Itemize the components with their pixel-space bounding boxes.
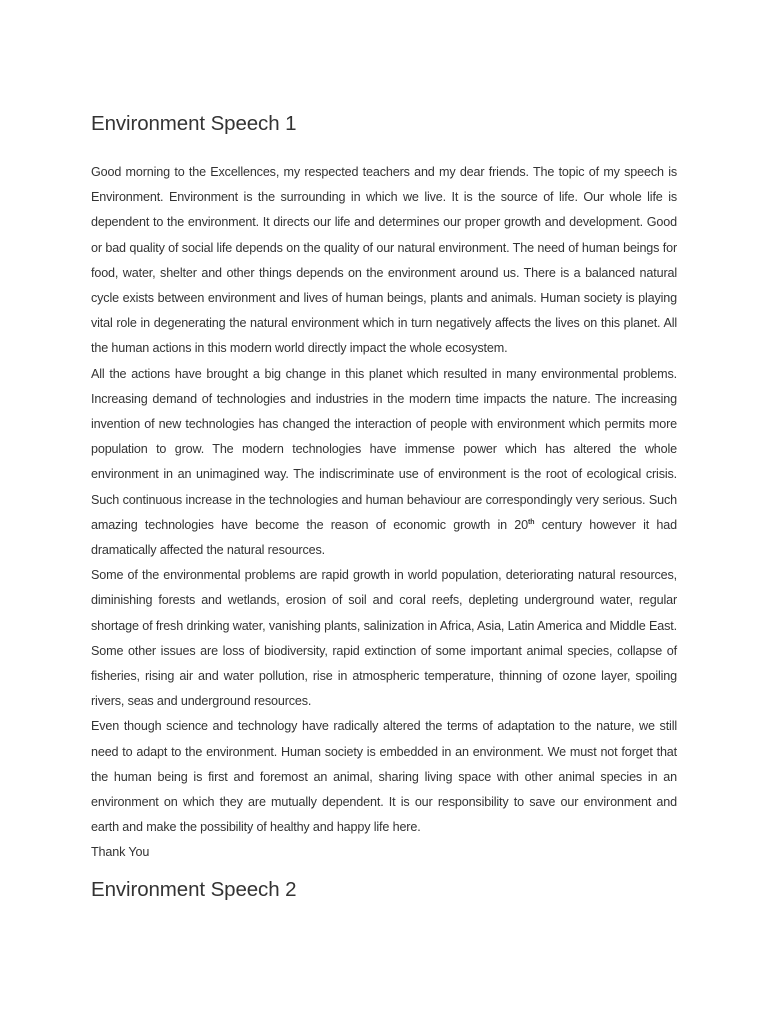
paragraph-1: Good morning to the Excellences, my respected teachers and my dear friends. The topic of my speech is Environment. Environment is the surrounding in which we live. It is the source of life. Our whole life is dependent to the environment. It directs our life and determines our proper growth and development. Good or bad quality of social life depends on the quality of our natural environment. The need of human beings for food, water, shelter and other things depends on the environment around us. There is a balanced natural cycle exists between environment and lives of human beings, plants and animals. Human society is playing vital role in degenerating the natural environment which in turn negatively affects the lives on this planet. All the human actions in this modern world directly impact the whole ecosystem. <box>91 165 677 356</box>
ordinal-suffix: th <box>528 518 535 526</box>
paragraph-4: Even though science and technology have radically altered the terms of adaptation to the nature, we still need to adapt to the environment. Human society is embedded in an environment. We must not forget that the human being is first and foremost an animal, sharing living space with other animal species in an environment on which they are mutually dependent. It is our responsibility to save our environment and earth and make the possibility of healthy and happy life here. <box>91 719 677 835</box>
document-page <box>91 110 677 904</box>
paragraph-3: Some of the environmental problems are rapid growth in world population, deteriorating natural resources, diminishing forests and wetlands, erosion of soil and coral reefs, depleting underground water, regular shortage of fresh drinking water, vanishing plants, salinization in Africa, Asia, Latin America and Middle East. Some other issues are loss of biodiversity, rapid extinction of some important animal species, collapse of fisheries, rising air and water pollution, rise in atmospheric temperature, thinning of ozone layer, spoiling rivers, seas and underground resources. <box>91 568 677 709</box>
heading-speech-1: Environment Speech 1 <box>91 112 297 135</box>
paragraph-2-text-a: All the actions have brought a big change in this planet which resulted in many environmental problems. Increasing demand of technologies and industries in the modern time impacts the nature. The increasing invention of new technologies has changed the interaction of people with environment which permits more population to grow. The modern technologies have immense power which has altered the whole environment in an unimagined way. The indiscriminate use of environment is the root of ecological crisis. Such continuous increase in the technologies and human behaviour are correspondingly very serious. Such amazing technologies have become the reason of economic growth in 20 <box>91 366 677 532</box>
paragraph-2 <box>91 362 677 564</box>
heading-speech-2: Environment Speech 2 <box>91 877 297 901</box>
paragraph-2-text-b: century however it had dramatically affected the natural resources. <box>91 517 677 558</box>
closing-line: Thank You <box>91 845 150 860</box>
